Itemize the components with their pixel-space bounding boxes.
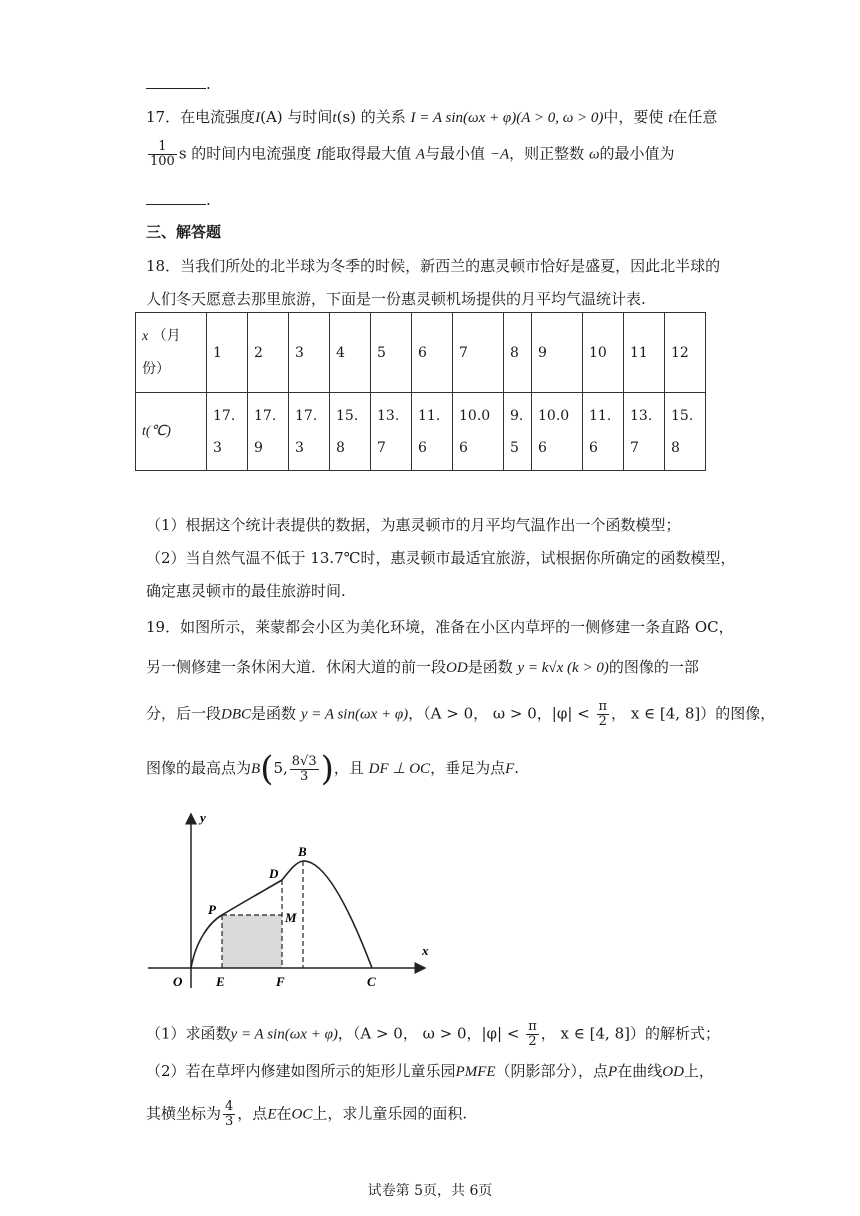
fraction-4-3: $\frac{4}{3}$ bbox=[225, 1099, 234, 1129]
month-cell: 8 bbox=[504, 313, 532, 393]
temp-cell: 17. 3 bbox=[207, 393, 248, 471]
label-p: P bbox=[208, 902, 216, 917]
month-cell: 12 bbox=[665, 313, 706, 393]
sine-function: y = A sin(ωx + φ) bbox=[300, 706, 409, 723]
month-cell: 9 bbox=[532, 313, 583, 393]
q16-answer-line: . bbox=[146, 74, 211, 93]
fraction-pi-2: $\frac{\pi}{2}$ bbox=[528, 1019, 537, 1049]
month-cell: 7 bbox=[453, 313, 504, 393]
temp-cell: 17. 9 bbox=[248, 393, 289, 471]
label-e: E bbox=[216, 974, 225, 989]
q17-answer-line: . bbox=[146, 190, 211, 209]
playground-rectangle bbox=[222, 915, 282, 968]
page-footer: 试卷第 5页，共 6页 bbox=[367, 1183, 493, 1199]
q19-line1: 19．如图所示，莱蒙都会小区为美化环境，准备在小区内草坪的一侧修建一条直路 OC， bbox=[146, 618, 734, 636]
q19-sub2: （2）若在草坪内修建如图所示的矩形儿童乐园PMFE（阴影部分），点P在曲线OD上， bbox=[146, 1062, 714, 1080]
answer-blank bbox=[146, 74, 206, 89]
q18-part2b: 确定惠灵顿市的最佳旅游时间. bbox=[146, 582, 346, 600]
q17-line1: 17．在电流强度I(A) 与时间t(s) 的关系 I = A sin(ωx + φ)(A > 0, ω > 0)中，要使 t在任意 bbox=[146, 108, 718, 126]
label-c: C bbox=[367, 974, 376, 989]
table-header-month: x （月 份） bbox=[136, 313, 207, 393]
temp-cell: 11. 6 bbox=[583, 393, 624, 471]
q19-line2: 另一侧修建一条休闲大道．休闲大道的前一段OD是函数 y = k√x (k > 0)的图像的一部 bbox=[146, 658, 699, 676]
temp-cell: 11. 6 bbox=[412, 393, 453, 471]
month-cell: 11 bbox=[624, 313, 665, 393]
label-f: F bbox=[276, 974, 285, 989]
q17-line2: $\frac{1}{100}$ s 的时间内电流强度 I能取得最大值 A与最小值 −A，则正整数 ω的最小值为 bbox=[150, 139, 675, 169]
q19-sub3: 其横坐标为 $\frac{4}{3}$ ，点E在OC上，求儿童乐园的面积. bbox=[146, 1099, 468, 1129]
q18-part2a: （2）当自然气温不低于 13.7℃时，惠灵顿市最适宜旅游，试根据你所确定的函数模型， bbox=[146, 549, 736, 567]
fraction-8root3-3: $\frac{8√3}{3}$ bbox=[291, 753, 317, 784]
month-cell: 3 bbox=[289, 313, 330, 393]
q18-line2: 人们冬天愿意去那里旅游，下面是一份惠灵顿机场提供的月平均气温统计表. bbox=[146, 290, 646, 308]
temp-cell: 13. 7 bbox=[371, 393, 412, 471]
label-d: D bbox=[269, 866, 279, 881]
fraction-pi-2: $\frac{\pi}{2}$ bbox=[598, 699, 608, 729]
answer-blank bbox=[146, 190, 206, 205]
label-x: x bbox=[422, 943, 429, 958]
temperature-table bbox=[135, 312, 706, 471]
q18-line1: 18．当我们所处的北半球为冬季的时候，新西兰的惠灵顿市恰好是盛夏，因此北半球的 bbox=[146, 257, 721, 275]
month-cell: 1 bbox=[207, 313, 248, 393]
label-b: B bbox=[298, 844, 307, 859]
fraction-1-100: $\frac{1}{100}$ bbox=[150, 139, 175, 169]
q19-sub1: （1）求函数y = A sin(ωx + φ)，（A > 0， ω > 0，|φ| < $\frac{\pi}{2}$ ， x ∈ [4, 8]）的解析式； bbox=[146, 1019, 720, 1049]
section-heading: 三、解答题 bbox=[146, 223, 222, 241]
temp-cell: 15. 8 bbox=[330, 393, 371, 471]
q17-formula: I = A sin(ωx + φ)(A > 0, ω > 0) bbox=[410, 110, 604, 126]
temp-cell: 15. 8 bbox=[665, 393, 706, 471]
temp-cell: 13. 7 bbox=[624, 393, 665, 471]
q18-part1: （1）根据这个统计表提供的数据，为惠灵顿市的月平均气温作出一个函数模型； bbox=[146, 516, 681, 534]
month-cell: 2 bbox=[248, 313, 289, 393]
label-o: O bbox=[173, 974, 183, 989]
temp-cell: 10.0 6 bbox=[532, 393, 583, 471]
temp-cell: 17. 3 bbox=[289, 393, 330, 471]
label-y: y bbox=[200, 810, 206, 825]
month-cell: 10 bbox=[583, 313, 624, 393]
month-cell: 5 bbox=[371, 313, 412, 393]
month-cell: 4 bbox=[330, 313, 371, 393]
temp-cell: 9. 5 bbox=[504, 393, 532, 471]
month-cell: 6 bbox=[412, 313, 453, 393]
q19-line3: 分，后一段DBC是函数 y = A sin(ωx + φ)，（A > 0， ω > 0，|φ| < $\frac{\pi}{2}$ ， x ∈ [4, 8]）的图像， bbox=[146, 699, 776, 729]
temp-cell: 10.0 6 bbox=[453, 393, 504, 471]
sqrt-function: y = k√x (k > 0) bbox=[517, 660, 609, 676]
label-m: M bbox=[285, 910, 297, 925]
table-header-temp: t(℃) bbox=[136, 393, 207, 471]
q19-line4: 图像的最高点为B(5, $\frac{8√3}{3}$ )，且 DF ⊥ OC，垂足为点F. bbox=[146, 749, 520, 789]
road-diagram bbox=[140, 800, 440, 1000]
